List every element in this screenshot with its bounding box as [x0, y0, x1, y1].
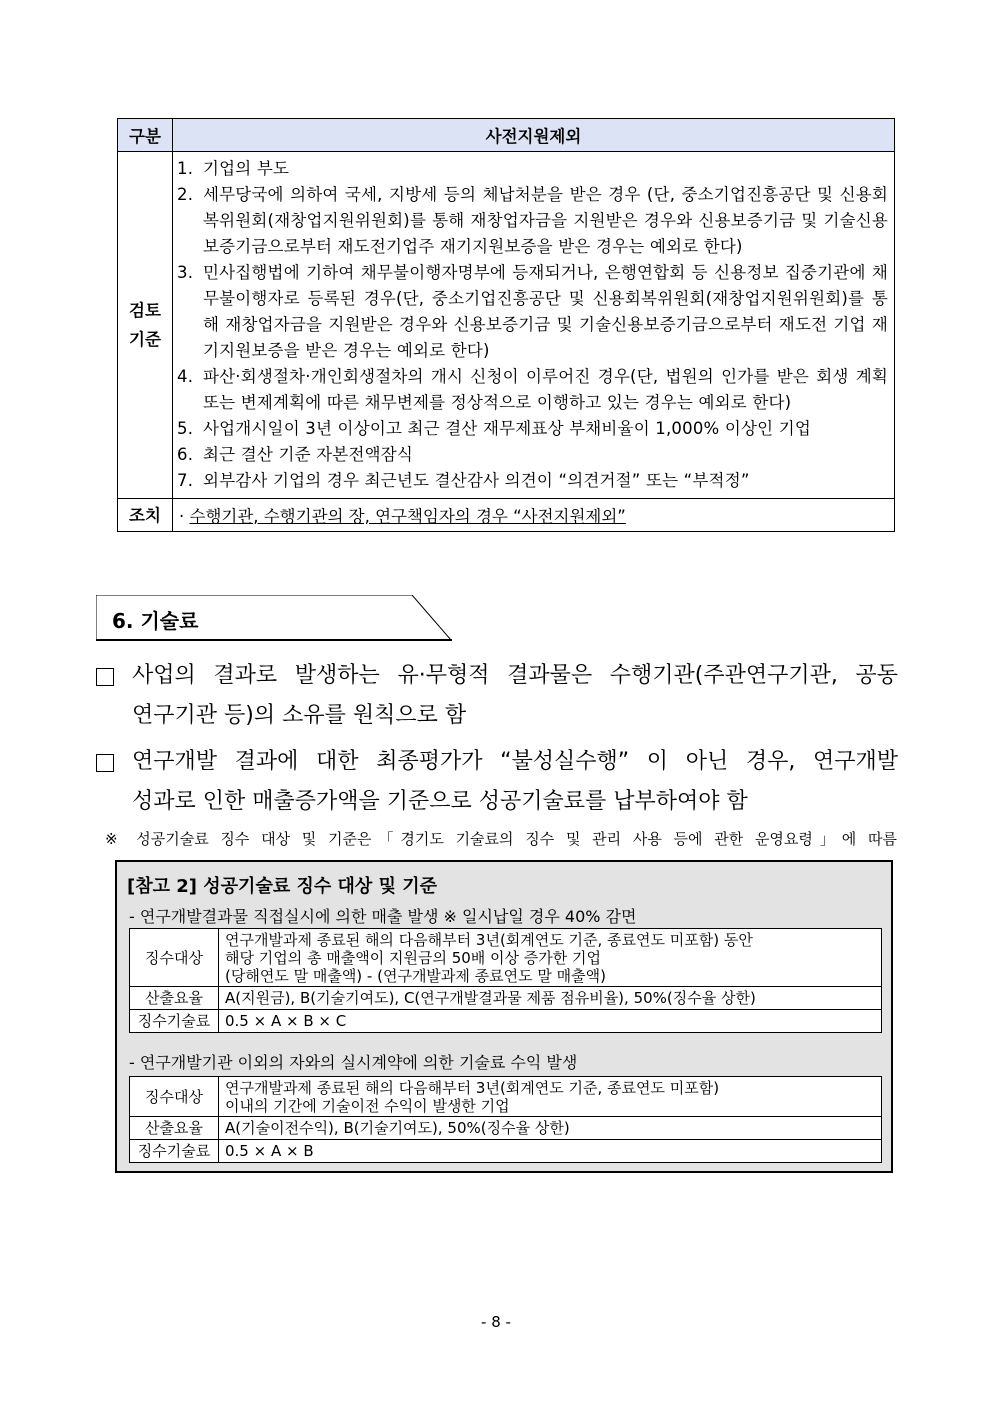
criteria-item	[177, 416, 888, 442]
table-value	[219, 1077, 882, 1117]
table-row	[130, 929, 882, 987]
criteria-text: 세무당국에 의하여 국세, 지방세 등의 체납처분을 받은 경우 (단, 중소기업진흥공단 및 신용회복위원회(재창업지원위원회)를 통해 재창업자금을 지원받은 경우와 신용보증기금 및 기술신용보증기금으로부터 재도전기업주 재기지원보증을 받은 경우는 예외로 한다)	[203, 185, 888, 256]
reference-title: [참고 2] 성공기술료 징수 대상 및 기준	[127, 876, 438, 897]
royalty-table-direct	[129, 928, 882, 1033]
criteria-num: 5.	[177, 419, 194, 438]
table-value	[219, 929, 882, 987]
page-number: - 8 -	[481, 1313, 511, 1331]
section-heading	[96, 595, 452, 641]
criteria-text: 최근 결산 기준 자본전액잠식	[203, 445, 414, 464]
criteria-item	[177, 468, 888, 494]
reference-subheading: - 연구개발결과물 직접실시에 의한 매출 발생 ※ 일시납일 경우 40% 감면	[129, 907, 637, 926]
exclusion-criteria-table	[117, 118, 895, 532]
table-header-category: 구분	[118, 119, 173, 152]
table-key: 산출요율	[130, 1117, 219, 1140]
royalty-table-license	[129, 1076, 882, 1163]
table-header-exclusion: 사전지원제외	[173, 119, 895, 152]
value-line: 해당 기업의 총 매출액이 지원금의 50배 이상 증가한 기업	[225, 948, 602, 967]
table-key: 징수대상	[130, 1077, 219, 1117]
reference-box	[115, 860, 893, 1173]
criteria-item	[177, 156, 888, 182]
criteria-num: 7.	[177, 471, 194, 490]
table-row	[130, 1117, 882, 1140]
criteria-item	[177, 182, 888, 260]
bullet-item	[96, 742, 898, 822]
criteria-text: 외부감사 기업의 경우 최근년도 결산감사 의견이 “의견거절” 또는 “부적정”	[203, 471, 750, 490]
criteria-text: 사업개시일이 3년 이상이고 최근 결산 재무제표상 부채비율이 1,000% 이상인 기업	[203, 419, 811, 438]
table-value: A(기술이전수익), B(기술기여도), 50%(징수율 상한)	[219, 1117, 882, 1140]
checkbox-square-icon	[96, 668, 114, 686]
action-prefix: ·	[179, 507, 190, 526]
table-value: 0.5 × A × B × C	[219, 1010, 882, 1033]
value-line: 이내의 기간에 기술이전 수익이 발생한 기업	[225, 1096, 510, 1115]
bullet-line: 성과로 인한 매출증가액을 기준으로 성공기술료를 납부하여야 함	[132, 789, 748, 814]
criteria-item	[177, 260, 888, 364]
value-line: 연구개발과제 종료된 해의 다음해부터 3년(회계연도 기준, 종료연도 미포함)	[225, 1078, 720, 1097]
row-label-review	[118, 152, 173, 499]
table-value: 0.5 × A × B	[219, 1140, 882, 1163]
table-key: 징수기술료	[130, 1140, 219, 1163]
table-row	[130, 1010, 882, 1033]
criteria-item	[177, 442, 888, 468]
note-text: ※ 성공기술료 징수 대상 및 기준은「경기도 기술료의 징수 및 관리 사용 등에 관한 운영요령」에 따름	[105, 830, 897, 848]
criteria-num: 2.	[177, 185, 194, 204]
table-row	[130, 987, 882, 1010]
section-title: 6. 기술료	[112, 609, 199, 633]
table-key: 징수기술료	[130, 1010, 219, 1033]
criteria-num: 4.	[177, 367, 194, 386]
criteria-list	[173, 152, 895, 499]
bullet-line: 사업의 결과로 발생하는 유·무형적 결과물은 수행기관(주관연구기관, 공동	[132, 663, 898, 688]
table-key: 징수대상	[130, 929, 219, 987]
table-row	[130, 1140, 882, 1163]
criteria-text: 민사집행법에 기하여 채무불이행자명부에 등재되거나, 은행연합회 등 신용정보 집중기관에 채무불이행자로 등록된 경우(단, 중소기업진흥공단 및 신용회복위원회(재창업지원위원회)를 통해 재창업자금을 지원받은 경우와 신용보증기금 및 기술신용보증기금으로부터 재도전 기업 재기지원보증을 받은 경우는 예외로 한다)	[203, 263, 888, 360]
criteria-item	[177, 364, 888, 416]
row-label-review-text: 검토 기준	[129, 301, 161, 349]
bullet-line: 연구기관 등)의 소유를 원칙으로 함	[132, 703, 467, 728]
criteria-num: 1.	[177, 159, 194, 178]
criteria-num: 6.	[177, 445, 194, 464]
table-value: A(지원금), B(기술기여도), C(연구개발결과물 제품 점유비율), 50%(징수율 상한)	[219, 987, 882, 1010]
bullet-item	[96, 656, 898, 736]
bullet-line: 연구개발 결과에 대한 최종평가가 “불성실수행” 이 아닌 경우, 연구개발	[132, 749, 898, 774]
checkbox-square-icon	[96, 754, 114, 772]
table-row	[130, 1077, 882, 1117]
criteria-text: 파산·회생절차·개인회생절차의 개시 신청이 이루어진 경우(단, 법원의 인가를 받은 회생 계획 또는 변제계획에 따른 채무변제를 정상적으로 이행하고 있는 경우는 예외로 한다)	[203, 367, 888, 412]
criteria-num: 3.	[177, 263, 194, 282]
value-line: 연구개발과제 종료된 해의 다음해부터 3년(회계연도 기준, 종료연도 미포함) 동안	[225, 930, 753, 949]
action-text: 수행기관, 수행기관의 장, 연구책임자의 경우 “사전지원제외”	[189, 507, 626, 526]
action-cell	[173, 499, 895, 532]
value-line: (당해연도 말 매출액) - (연구개발과제 종료연도 말 매출액)	[225, 966, 606, 985]
table-key: 산출요율	[130, 987, 219, 1010]
reference-subheading: - 연구개발기관 이외의 자와의 실시계약에 의한 기술료 수익 발생	[129, 1053, 578, 1072]
criteria-text: 기업의 부도	[203, 159, 290, 178]
row-label-action: 조치	[118, 499, 173, 532]
